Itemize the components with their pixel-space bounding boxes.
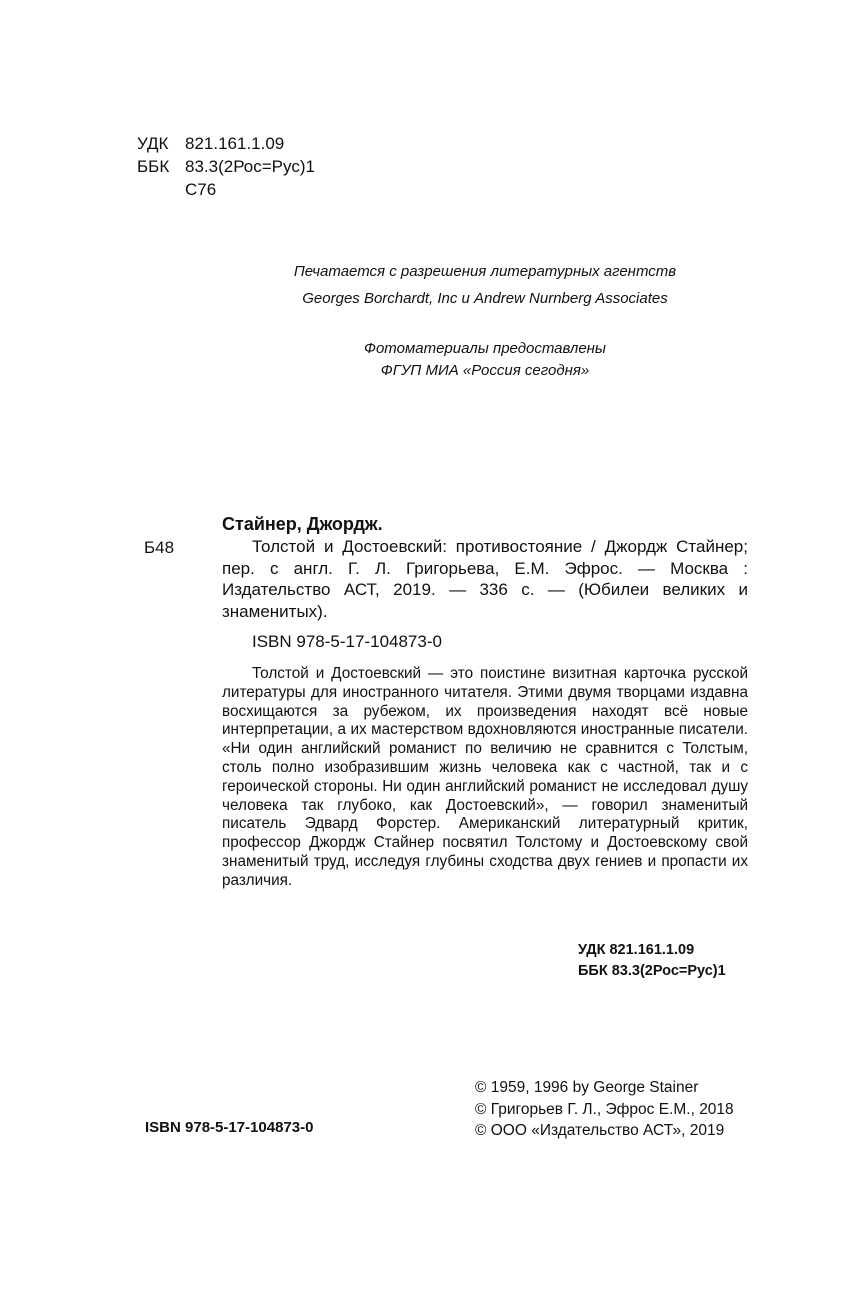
classification-block <box>137 132 315 201</box>
udk-value: 821.161.1.09 <box>185 134 285 153</box>
annotation: Толстой и Достоевский — это поистине визитная карточка русской литературы для иностранного читателя. Этими двумя творцами издавна восхищаются за рубежом, их произведения находят всё новые интерпретации, а их мастерством вдохновляются иностранные писатели. «Ни один английский романист по величию не сравнится с Толстым, столь полно изобразившим жизнь человека как с частной, так и с героической стороны. Ни один английский романист не исследовал душу человека так глубоко, как Достоевский», — говорил знаменитый писатель Эдвард Форстер. Американский литературный критик, профессор Джордж Стайнер посвятил Толстому и Достоевскому свой знаменитый труд, исследуя глубины сходства двух гениев и пропасти их различия. <box>222 665 748 889</box>
isbn-bottom: ISBN 978-5-17-104873-0 <box>145 1119 314 1136</box>
catalog-isbn: ISBN 978-5-17-104873-0 <box>252 632 442 651</box>
photo-credit-line-1: Фотоматериалы предоставлены <box>364 340 606 357</box>
catalog-description: Толстой и Достоевский: противостояние / Джордж Стайнер; пер. с англ. Г. Л. Григорьева, Е.М. Эфрос. — Москва : Издательство АСТ, 2019. — 336 с. — (Юбилеи великих и знаменитых). <box>222 537 748 621</box>
udk-label: УДК <box>137 134 169 153</box>
udk-row <box>137 132 315 155</box>
bottom-udk: УДК 821.161.1.09 <box>578 942 695 958</box>
permission-notice <box>230 258 740 312</box>
copyright-line: © ООО «Издательство АСТ», 2019 <box>475 1122 725 1139</box>
bottom-bbk: ББК 83.3(2Рос=Рус)1 <box>578 963 726 979</box>
photo-credit-line-2: ФГУП МИА «Россия сегодня» <box>380 362 590 379</box>
catalog-code: Б48 <box>144 538 175 557</box>
permission-line-1: Печатается с разрешения литературных агентств <box>293 263 677 280</box>
copyright-line: © 1959, 1996 by George Stainer <box>475 1079 699 1096</box>
bbk-label: ББК <box>137 157 170 176</box>
bbk-value: 83.3(2Рос=Рус)1 <box>185 157 315 176</box>
author-mark-row <box>137 178 315 201</box>
photo-credit <box>230 338 740 382</box>
bottom-codes <box>578 940 726 982</box>
catalog-author: Стайнер, Джордж. <box>222 514 383 534</box>
copyright-line: © Григорьев Г. Л., Эфрос Е.М., 2018 <box>475 1100 734 1118</box>
permission-line-2: Georges Borchardt, Inc и Andrew Nurnberg Associates <box>302 290 668 307</box>
bbk-row <box>137 155 315 178</box>
author-mark: С76 <box>185 180 217 199</box>
copyrights <box>475 1077 734 1142</box>
